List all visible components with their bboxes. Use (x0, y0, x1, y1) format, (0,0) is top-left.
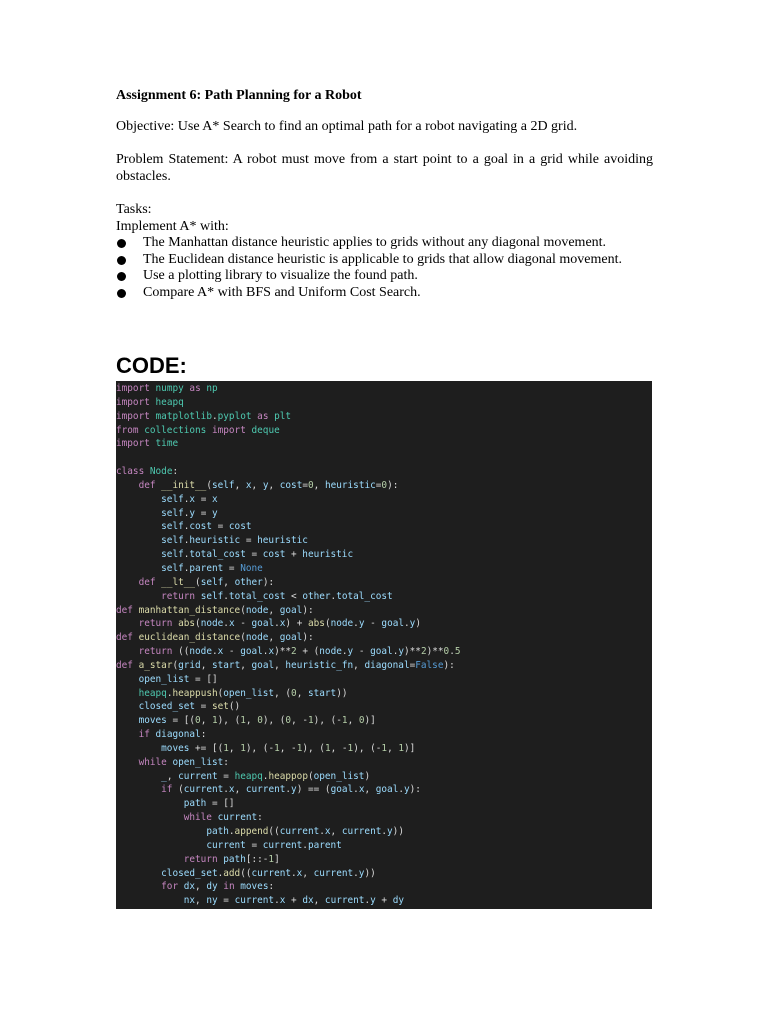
assignment-document (116, 86, 653, 301)
code-line: def euclidean_distance(node, goal): (116, 632, 314, 644)
code-line: if (current.x, current.y) == (goal.x, goal.y): (161, 784, 421, 796)
tasks-label: Tasks: (116, 202, 152, 217)
code-line: import time (116, 438, 179, 450)
code-line: import numpy as np (116, 383, 218, 394)
code-line: path.append((current.x, current.y)) (206, 826, 404, 837)
code-listing (116, 381, 652, 908)
implement-label: Implement A* with: (116, 219, 229, 234)
code-line: self.heuristic = heuristic (161, 535, 308, 547)
task-item (116, 252, 653, 269)
spacer (116, 135, 653, 151)
code-line: from collections import deque (116, 424, 280, 436)
task-item (116, 285, 653, 302)
bullet-icon (117, 272, 126, 281)
code-line: def manhattan_distance(node, goal): (116, 604, 314, 616)
spacer (116, 106, 653, 118)
code-block (116, 381, 652, 909)
code-line: closed_set.add((current.x, current.y)) (161, 867, 376, 879)
task-text: The Manhattan distance heuristic applies to grids without any diagonal movement. (143, 235, 607, 250)
code-line: return self.total_cost < other.total_cost (161, 590, 393, 602)
bullet-icon (117, 256, 126, 265)
code-line: for dx, dy in moves: (161, 881, 275, 893)
code-line: moves = [(0, 1), (1, 0), (0, -1), (-1, 0)] (138, 715, 376, 727)
task-item (116, 268, 653, 285)
code-line: return abs(node.x - goal.x) + abs(node.y - goal.y) (138, 618, 421, 630)
code-line: closed_set = set() (138, 701, 241, 713)
task-item (116, 235, 653, 252)
code-line: heapq.heappush(open_list, (0, start)) (138, 687, 348, 699)
code-line: self.x = x (161, 493, 218, 505)
code-line: while open_list: (138, 756, 229, 768)
code-line: def __lt__(self, other): (138, 576, 275, 588)
code-line: class Node: (116, 466, 179, 478)
code-line: def __init__(self, x, y, cost=0, heuristic=0): (138, 479, 399, 491)
code-line: return ((node.x - goal.x)**2 + (node.y - goal.y)**2)**0.5 (138, 646, 461, 658)
code-line: self.cost = cost (161, 521, 252, 533)
task-text: The Euclidean distance heuristic is applicable to grids that allow diagonal movement. (143, 251, 622, 267)
code-line: current = current.parent (206, 839, 342, 851)
code-line: self.parent = None (161, 562, 263, 574)
code-line: open_list = [] (138, 673, 218, 685)
code-heading: CODE: (116, 353, 187, 378)
assignment-title: Assignment 6: Path Planning for a Robot (116, 88, 362, 103)
bullet-icon (117, 239, 126, 248)
problem-statement-text: Problem Statement: A robot must move from a start point to a goal in a grid while avoiding obstacles. (116, 152, 653, 184)
code-line: path = [] (183, 798, 235, 810)
code-line: import heapq (116, 396, 184, 408)
task-text: Use a plotting library to visualize the found path. (143, 268, 418, 283)
spacer (116, 185, 653, 201)
code-line: if diagonal: (138, 729, 207, 741)
task-text: Compare A* with BFS and Uniform Cost Search. (143, 284, 421, 300)
code-line: moves += [(1, 1), (-1, -1), (1, -1), (-1, 1)] (161, 742, 416, 754)
code-line: def a_star(grid, start, goal, heuristic_fn, diagonal=False): (116, 659, 455, 671)
task-list (116, 235, 653, 301)
code-line: import matplotlib.pyplot as plt (116, 410, 292, 422)
code-line: self.y = y (161, 507, 218, 519)
objective-text: Objective: Use A* Search to find an optimal path for a robot navigating a 2D grid. (116, 119, 578, 134)
code-line: nx, ny = current.x + dx, current.y + dy (183, 895, 404, 907)
code-line: self.total_cost = cost + heuristic (161, 549, 354, 561)
code-line: return path[::-1] (183, 853, 280, 865)
bullet-icon (117, 289, 126, 298)
code-line: while current: (183, 812, 263, 824)
code-line: _, current = heapq.heappop(open_list) (161, 770, 371, 782)
